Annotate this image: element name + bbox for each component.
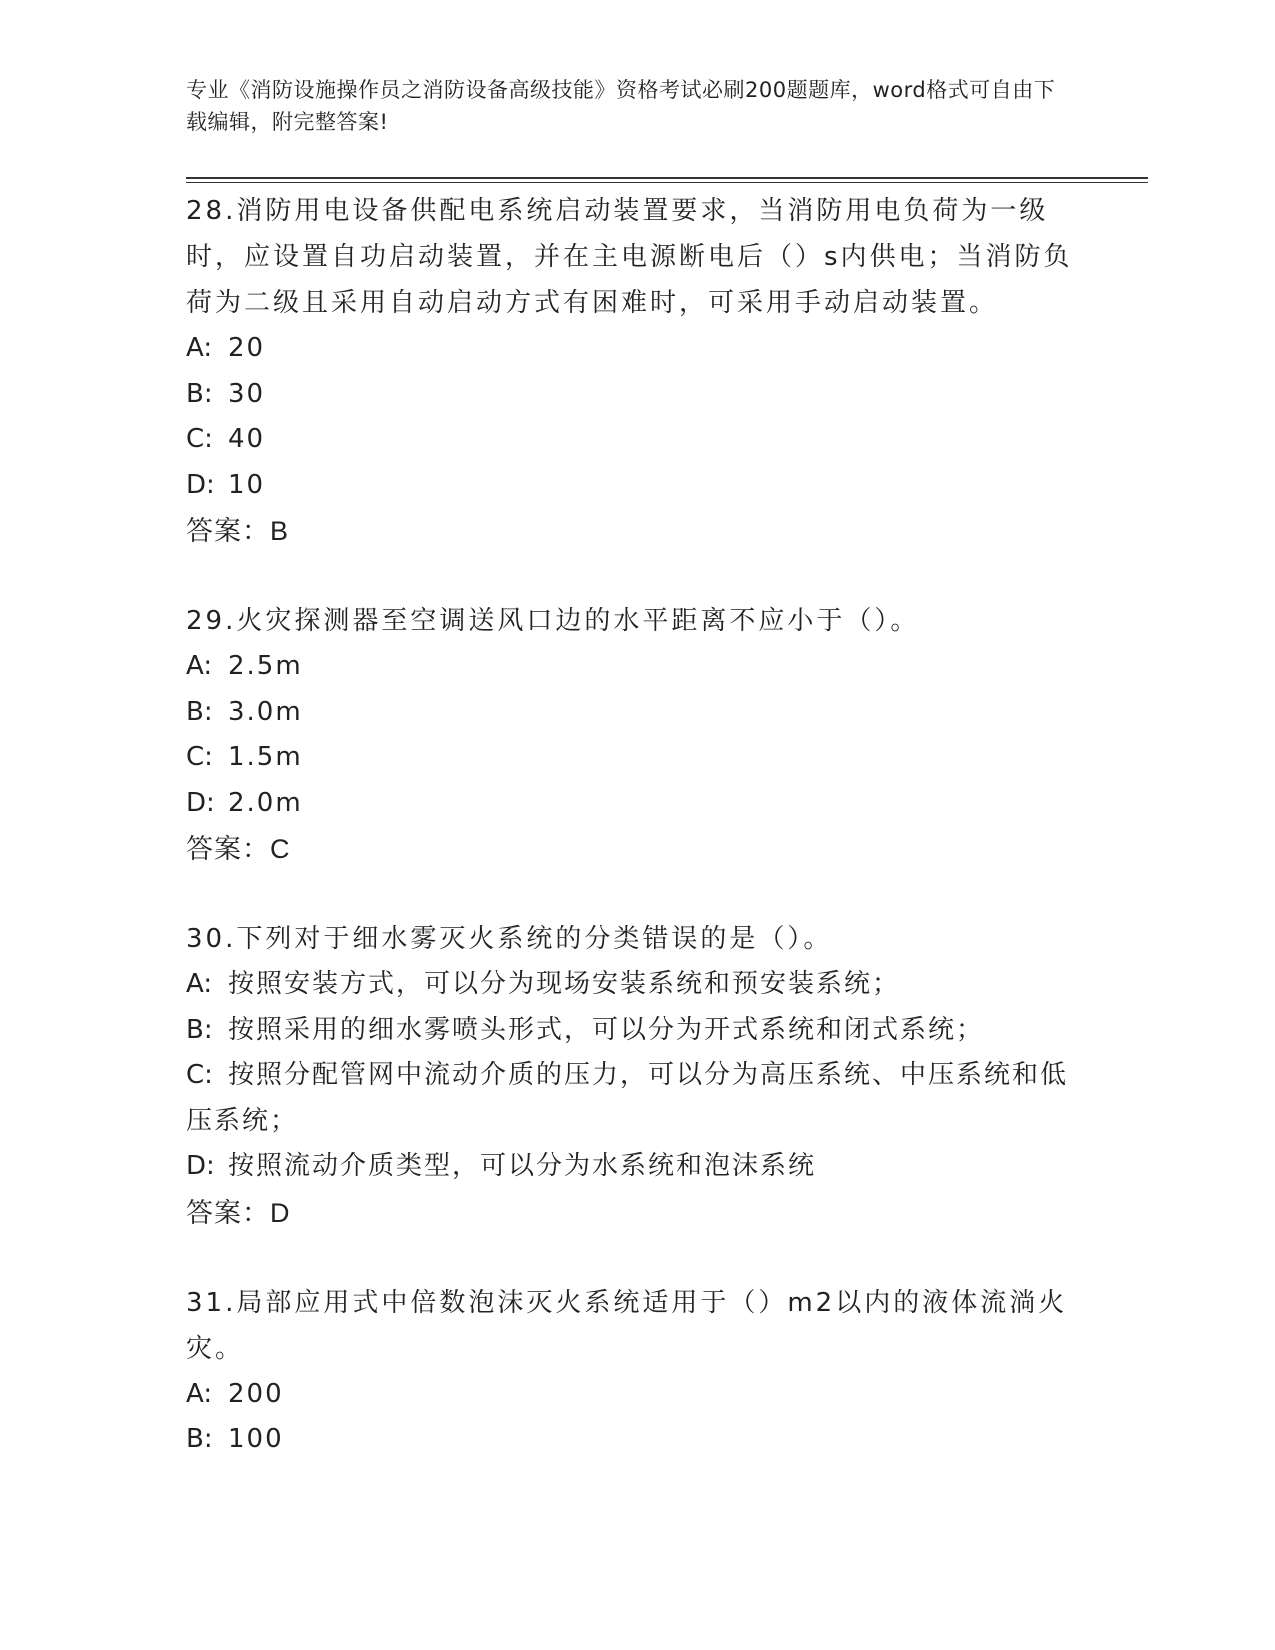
- option-d: [186, 1144, 1086, 1190]
- option-label: B:: [186, 1014, 213, 1045]
- option-label: D:: [186, 787, 215, 818]
- option-b: [186, 1008, 1086, 1054]
- document-header: 专业《消防设施操作员之消防设备高级技能》资格考试必刷200题题库，word格式可自由下载编辑，附完整答案!: [186, 78, 1056, 134]
- option-label: A:: [186, 969, 213, 999]
- question-stem: 30.下列对于细水雾灭火系统的分类错误的是（）。: [186, 924, 833, 954]
- option-a: [186, 644, 1086, 690]
- question-stem: 29.火灾探测器至空调送风口边的水平距离不应小于（）。: [186, 606, 920, 636]
- question-28: [186, 188, 1086, 554]
- header-divider-thick: [186, 177, 1148, 179]
- option-b: [186, 1417, 1086, 1463]
- answer-line: 答案：C: [186, 834, 291, 864]
- option-text: 按照采用的细水雾喷头形式，可以分为开式系统和闭式系统；: [228, 1014, 985, 1045]
- option-d: [186, 463, 1086, 509]
- option-text: 2.0m: [228, 787, 303, 818]
- option-label: C:: [186, 424, 213, 454]
- option-c: [186, 735, 1086, 781]
- option-label: A:: [186, 651, 213, 681]
- question-31: [186, 1280, 1086, 1463]
- option-text: 20: [228, 333, 266, 363]
- option-text: 100: [228, 1424, 284, 1454]
- option-label: B:: [186, 378, 213, 409]
- answer-line: 答案：B: [186, 516, 290, 546]
- question-stem: 28.消防用电设备供配电系统启动装置要求，当消防用电负荷为一级时，应设置自功启动装置，并在主电源断电后（）s内供电；当消防负荷为二级且采用自动启动方式有困难时，可采用手动启动装置。: [186, 196, 1073, 318]
- option-text: 1.5m: [228, 742, 303, 772]
- option-text: 10: [228, 469, 266, 500]
- option-text: 40: [228, 424, 266, 454]
- option-label: C:: [186, 1060, 213, 1090]
- option-text: 3.0m: [228, 696, 303, 727]
- question-spacer: [186, 872, 1086, 916]
- question-29: [186, 598, 1086, 872]
- option-label: A:: [186, 333, 213, 363]
- option-text: 2.5m: [228, 651, 303, 681]
- option-text: 按照安装方式，可以分为现场安装系统和预安装系统；: [228, 969, 901, 999]
- option-label: B:: [186, 696, 213, 727]
- question-stem: 31.局部应用式中倍数泡沫灭火系统适用于（）m2以内的液体流淌火灾。: [186, 1287, 1068, 1364]
- question-spacer: [186, 1236, 1086, 1280]
- option-b: [186, 372, 1086, 418]
- option-c: [186, 1053, 1086, 1144]
- option-text: 按照流动介质类型，可以分为水系统和泡沫系统: [228, 1151, 817, 1181]
- question-spacer: [186, 554, 1086, 598]
- option-label: B:: [186, 1424, 213, 1454]
- option-a: [186, 1372, 1086, 1418]
- option-label: A:: [186, 1378, 213, 1409]
- question-30: [186, 916, 1086, 1236]
- option-c: [186, 417, 1086, 463]
- answer-line: 答案：D: [186, 1197, 291, 1228]
- option-b: [186, 690, 1086, 736]
- question-list: [186, 188, 1086, 1463]
- option-a: [186, 326, 1086, 372]
- option-text: 200: [228, 1378, 284, 1409]
- option-label: C:: [186, 742, 213, 772]
- option-label: D:: [186, 469, 215, 500]
- option-text: 30: [228, 378, 266, 409]
- option-label: D:: [186, 1151, 215, 1181]
- option-text: 按照分配管网中流动介质的压力，可以分为高压系统、中压系统和低压系统；: [186, 1060, 1069, 1136]
- option-a: [186, 962, 1086, 1008]
- header-divider-thin: [186, 182, 1148, 183]
- option-d: [186, 781, 1086, 827]
